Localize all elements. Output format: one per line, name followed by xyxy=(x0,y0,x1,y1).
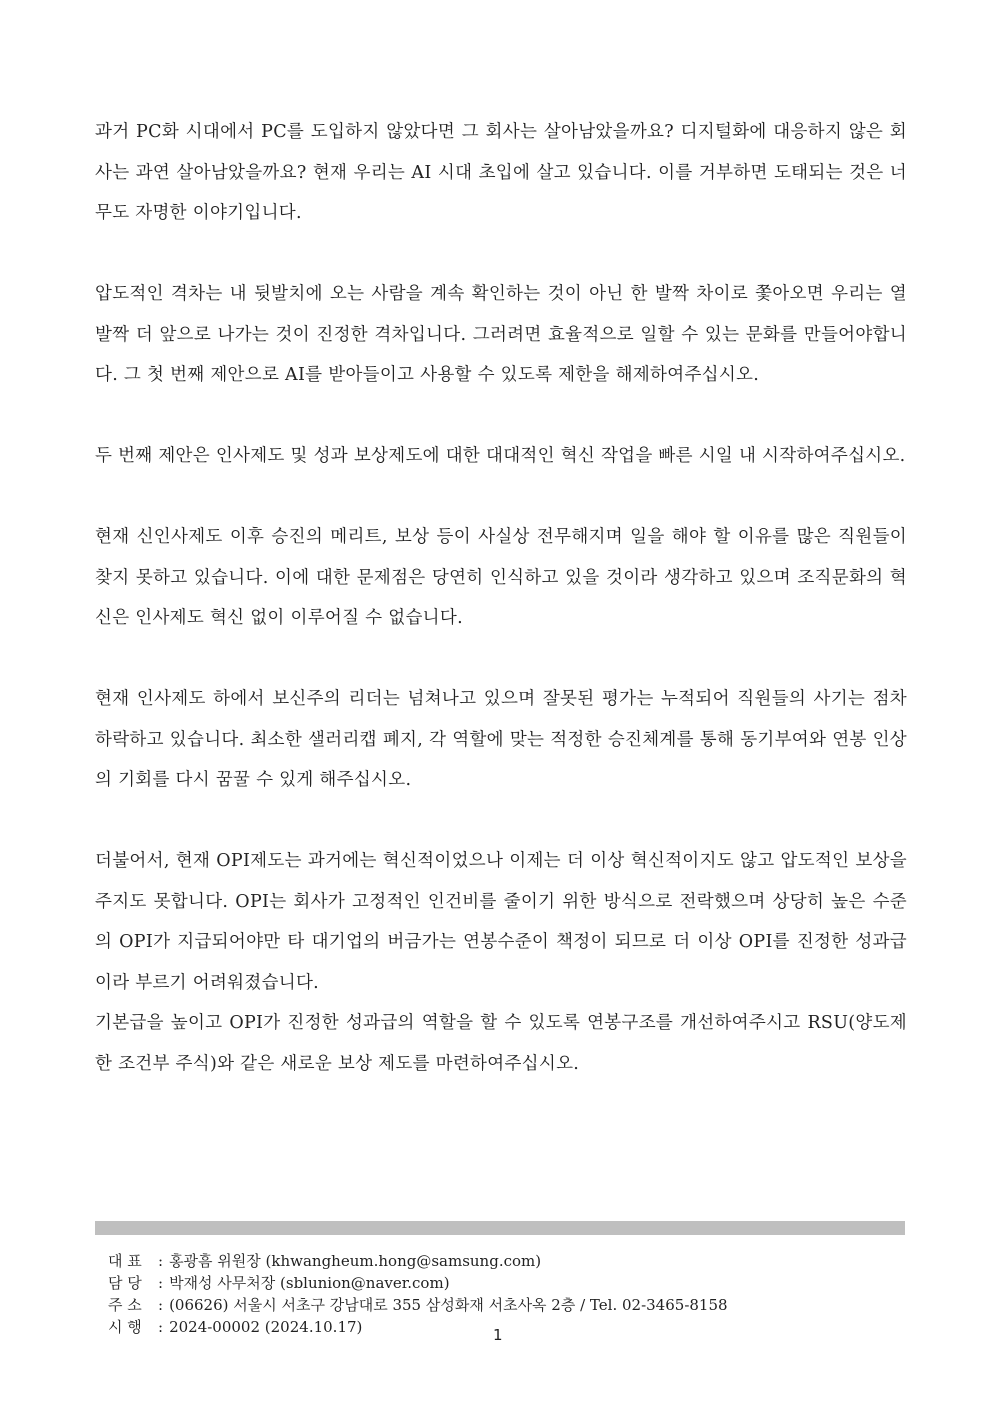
footer-value: 박재성 사무처장 (sblunion@naver.com) xyxy=(169,1274,450,1292)
footer-row-issue xyxy=(108,1316,898,1338)
footer-label: 주 소 xyxy=(108,1296,142,1314)
footer xyxy=(108,1250,898,1338)
footer-separator: : xyxy=(158,1318,164,1336)
footer-row-contact xyxy=(108,1272,898,1294)
document-body xyxy=(95,112,907,1084)
footer-label: 시 행 xyxy=(108,1318,142,1336)
footer-divider xyxy=(95,1221,905,1235)
paragraph: 더불어서, 현재 OPI제도는 과거에는 혁신적이었으나 이제는 더 이상 혁신적이지도 않고 압도적인 보상을 주지도 못합니다. OPI는 회사가 고정적인 인건비를 줄이기 위한 방식으로 전락했으며 상당히 높은 수준의 OPI가 지급되어야만 타 대기업의 버금가는 연봉수준이 책정이 되므로 더 이상 OPI를 진정한 성과급이라 부르기 어려워졌습니다. xyxy=(95,851,907,993)
footer-separator: : xyxy=(158,1274,164,1292)
page-number: 1 xyxy=(493,1326,503,1344)
footer-value: 홍광흠 위원장 (khwangheum.hong@samsung.com) xyxy=(169,1252,542,1270)
paragraph: 현재 인사제도 하에서 보신주의 리더는 넘쳐나고 있으며 잘못된 평가는 누적되어 직원들의 사기는 점차 하락하고 있습니다. 최소한 샐러리캡 폐지, 각 역할에 맞는 적정한 승진체계를 통해 동기부여와 연봉 인상의 기회를 다시 꿈꿀 수 있게 해주십시오. xyxy=(95,689,907,790)
paragraph: 두 번째 제안은 인사제도 및 성과 보상제도에 대한 대대적인 혁신 작업을 빠른 시일 내 시작하여주십시오. xyxy=(95,446,906,466)
footer-label: 담 당 xyxy=(108,1274,142,1292)
paragraph: 압도적인 격차는 내 뒷발치에 오는 사람을 계속 확인하는 것이 아닌 한 발짝 차이로 쫓아오면 우리는 열 발짝 더 앞으로 나가는 것이 진정한 격차입니다. 그러려면 효율적으로 일할 수 있는 문화를 만들어야합니다. 그 첫 번째 제안으로 AI를 받아들이고 사용할 수 있도록 제한을 해제하여주십시오. xyxy=(95,284,907,385)
footer-value: 2024-00002 (2024.10.17) xyxy=(169,1318,363,1336)
footer-row-representative xyxy=(108,1250,898,1272)
paragraph: 현재 신인사제도 이후 승진의 메리트, 보상 등이 사실상 전무해지며 일을 해야 할 이유를 많은 직원들이 찾지 못하고 있습니다. 이에 대한 문제점은 당연히 인식하고 있을 것이라 생각하고 있으며 조직문화의 혁신은 인사제도 혁신 없이 이루어질 수 없습니다. xyxy=(95,527,907,628)
footer-row-address xyxy=(108,1294,898,1316)
footer-value: (06626) 서울시 서초구 강남대로 355 삼성화재 서초사옥 2층 / Tel. 02-3465-8158 xyxy=(169,1296,728,1314)
paragraph: 기본급을 높이고 OPI가 진정한 성과급의 역할을 할 수 있도록 연봉구조를 개선하여주시고 RSU(양도제한 조건부 주식)와 같은 새로운 보상 제도를 마련하여주십시오. xyxy=(95,1013,907,1074)
footer-separator: : xyxy=(158,1296,164,1314)
footer-label: 대 표 xyxy=(108,1252,142,1270)
footer-separator: : xyxy=(158,1252,164,1270)
paragraph: 과거 PC화 시대에서 PC를 도입하지 않았다면 그 회사는 살아남았을까요? 디지털화에 대응하지 않은 회사는 과연 살아남았을까요? 현재 우리는 AI 시대 초입에 살고 있습니다. 이를 거부하면 도태되는 것은 너무도 자명한 이야기입니다. xyxy=(95,122,907,223)
